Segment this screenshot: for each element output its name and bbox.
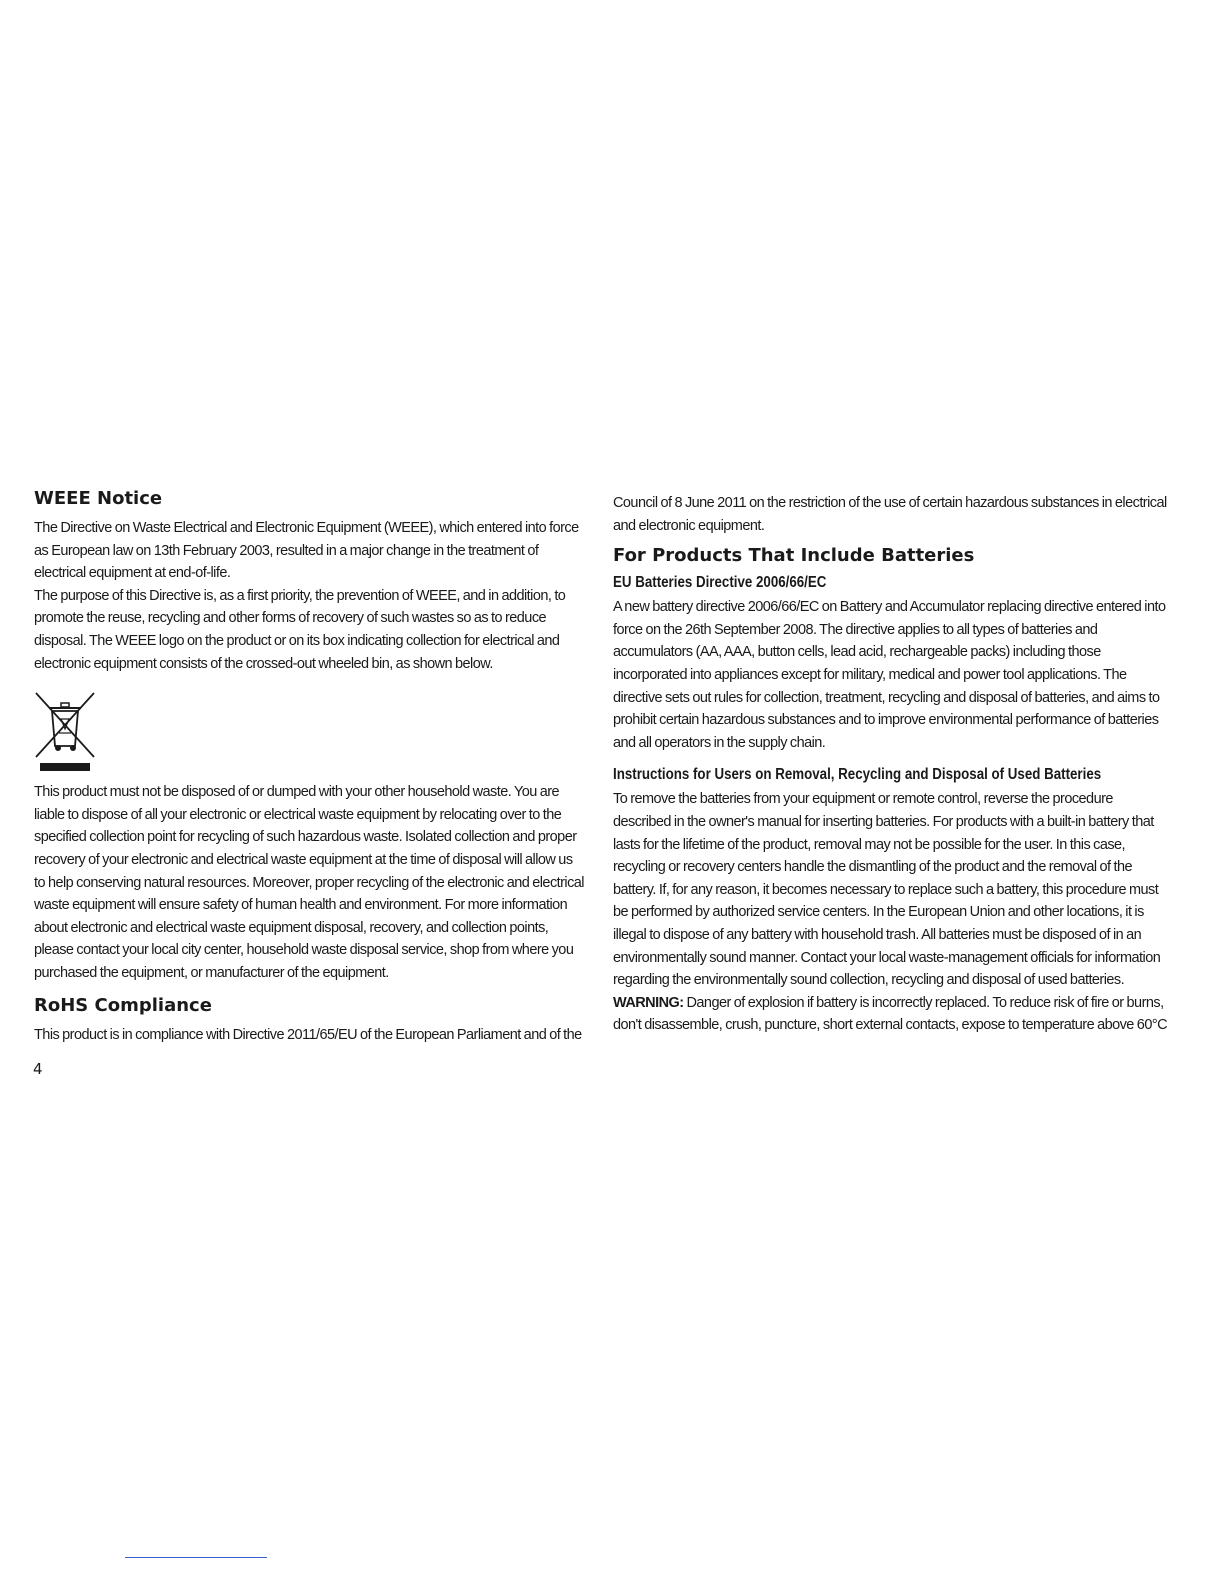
warning-paragraph xyxy=(613,992,1169,1037)
page-number: 4 xyxy=(33,1060,43,1078)
warning-text: Danger of explosion if battery is incorrectly replaced. To reduce risk of fire or burns, don't disassemble, crush, puncture, short external contacts, expose to temperature above 60°C xyxy=(613,994,1168,1034)
crossed-out-wheeled-bin-icon xyxy=(34,691,94,771)
weee-paragraph-3: This product must not be disposed of or dumped with your other household waste. You are liable to dispose of all your electronic or electrical waste equipment by relocating over to the specified collection point for recycling of such hazardous waste. Isolated collection and proper recovery of your electronic and electrical waste equipment at the time of disposal will allow us to help conserving natural resources. Moreover, proper recycling of the electronic and electrical waste equipment will ensure safety of human health and environment. For more information about electronic and electrical waste equipment disposal, recovery, and collection points, please contact your local city center, household waste disposal service, shop from where you purchased the equipment, or manufacturer of the equipment. xyxy=(34,784,584,981)
rohs-paragraph-continued: Council of 8 June 2011 on the restriction of the use of certain hazardous substances in electrical and electronic equipment. xyxy=(613,495,1167,534)
instructions-paragraph: To remove the batteries from your equipment or remote control, reverse the procedure described in the owner's manual for inserting batteries. For products with a built-in battery that lasts for the lifetime of the product, removal may not be possible for the user. In this case, recycling or recovery centers handle the dismantling of the product and the removal of the battery. If, for any reason, it becomes necessary to replace such a battery, this procedure must be performed by authorized service centers. In the European Union and other locations, it is illegal to dispose of any battery with household trash. All batteries must be disposed of in an environmentally sound manner. Contact your local waste-management officials for information regarding the environmentally sound collection, recycling and disposal of used batteries. xyxy=(613,791,1161,989)
weee-notice-heading: WEEE Notice xyxy=(34,488,163,509)
left-column xyxy=(34,488,586,1046)
weee-paragraph-2: The purpose of this Directive is, as a first priority, the prevention of WEEE, and in addition, to promote the reuse, recycling and other forms of recovery of such wastes so as to reduce disposal. The WEEE logo on the product or on its box indicating collection for electrical and electronic equipment consists of the crossed-out wheeled bin, as shown below. xyxy=(34,587,566,672)
weee-paragraph-1: The Directive on Waste Electrical and Electronic Equipment (WEEE), which entered into force as European law on 13th February 2003, resulted in a major change in the treatment of electrical equipment at end-of-life. xyxy=(34,520,579,582)
batteries-heading: For Products That Include Batteries xyxy=(613,545,975,567)
footer-rule xyxy=(125,1557,267,1558)
instructions-heading: Instructions for Users on Removal, Recycling and Disposal of Used Batteries xyxy=(613,766,1102,784)
warning-label: WARNING: xyxy=(613,994,684,1011)
eu-batteries-directive-heading: EU Batteries Directive 2006/66/EC xyxy=(613,574,827,592)
rohs-paragraph: This product is in compliance with Directive 2011/65/EU of the European Parliament and of the xyxy=(34,1026,582,1043)
eu-batteries-directive-paragraph: A new battery directive 2006/66/EC on Battery and Accumulator replacing directive entered into force on the 26th September 2008. The directive applies to all types of batteries and accumulators (AA, AAA, button cells, lead acid, rechargeable packs) including those incorporated into appliances except for military, medical and power tool applications. The directive sets out rules for collection, treatment, recycling and disposal of batteries, and aims to prohibit certain hazardous substances and to improve environmental performance of batteries and all operators in the supply chain. xyxy=(613,599,1166,751)
right-column xyxy=(613,492,1169,1037)
rohs-compliance-heading: RoHS Compliance xyxy=(34,994,212,1016)
